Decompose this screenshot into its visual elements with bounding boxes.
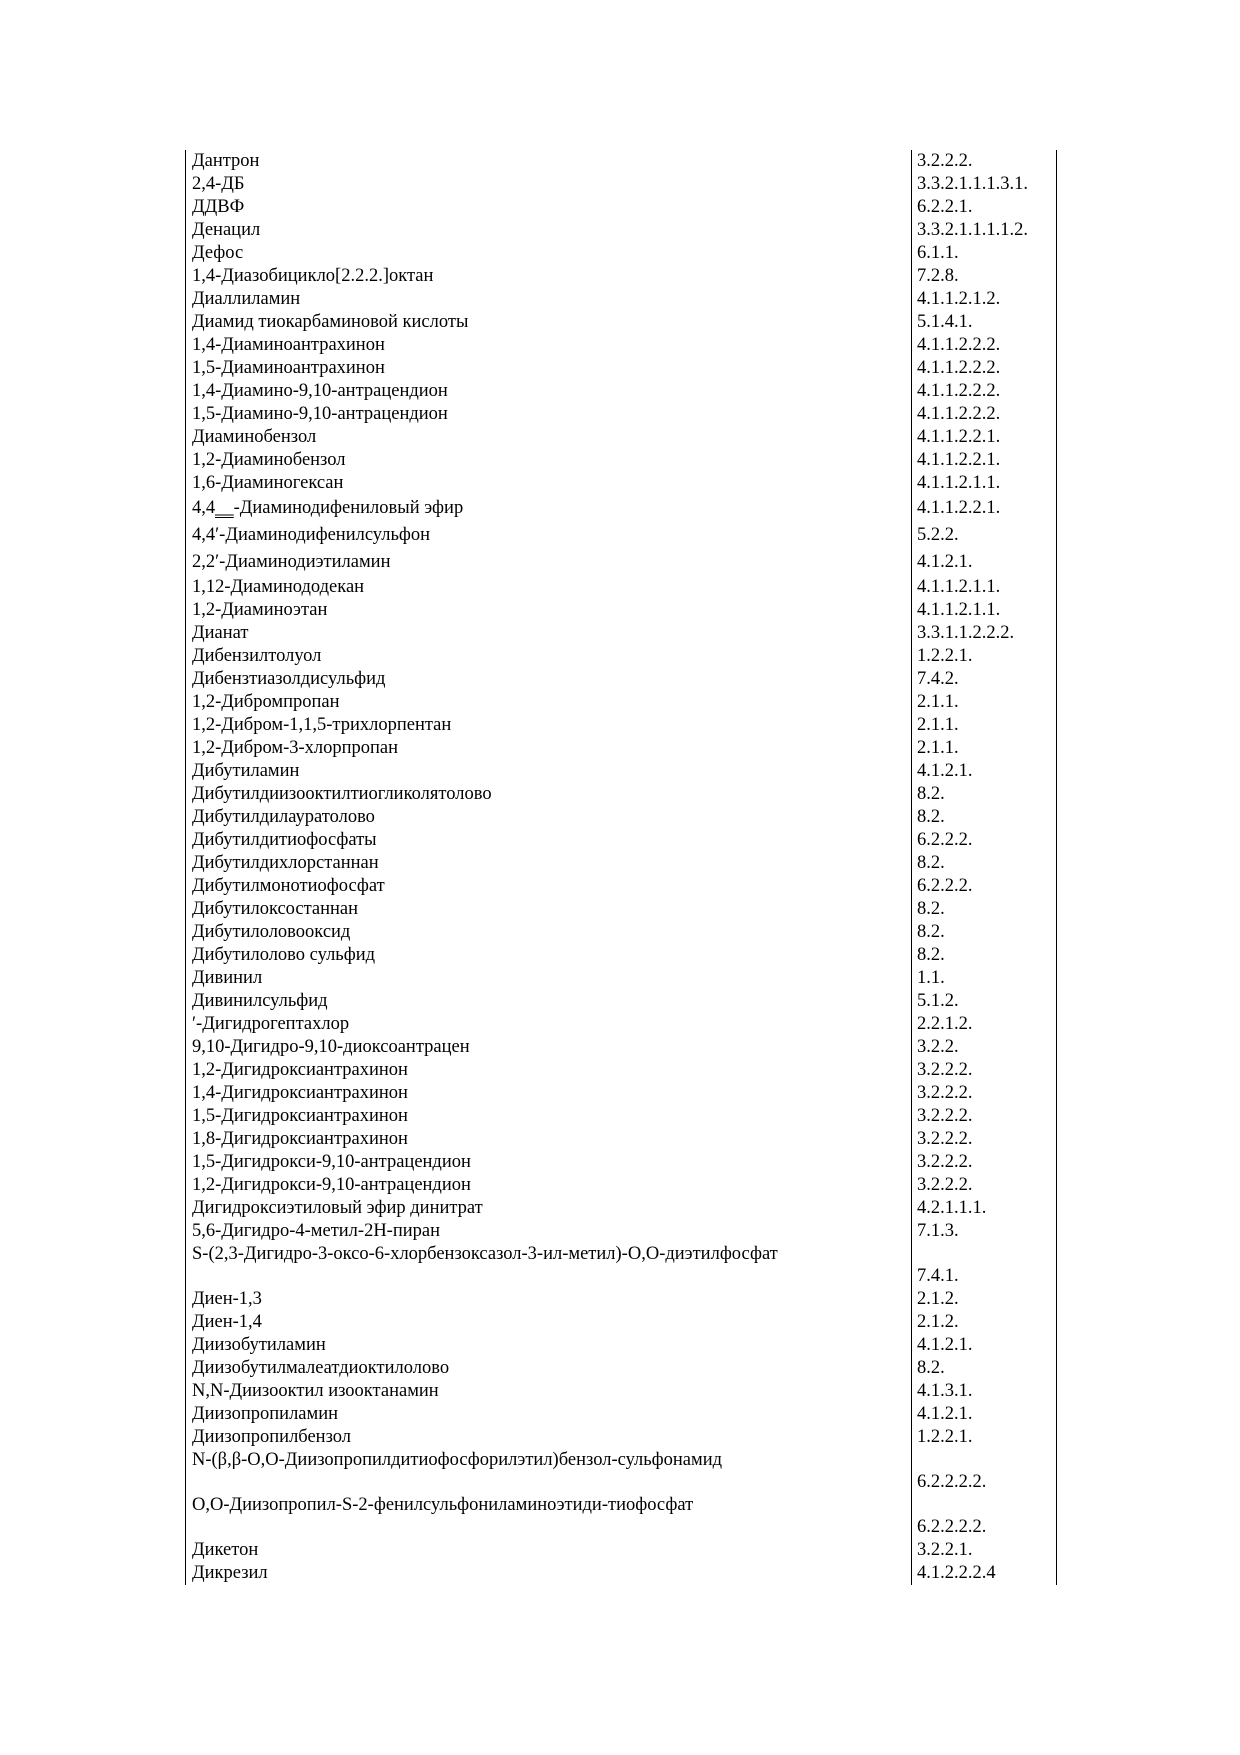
table-row: [185, 1243, 1057, 1288]
section-code: 4.1.1.2.1.1.: [912, 576, 1057, 599]
table-row: [185, 549, 1057, 576]
substance-name: 1,4-Дигидроксиантрахинон: [185, 1082, 912, 1105]
table-row: [185, 1539, 1057, 1562]
substance-name: 1,12-Диаминододекан: [185, 576, 912, 599]
table-row: [185, 599, 1057, 622]
substance-name: S-(2,3-Дигидро-3-оксо-6-хлорбензоксазол-3-ил-метил)-O,O-диэтилфосфат: [185, 1243, 912, 1288]
section-code: 2.1.2.: [912, 1311, 1057, 1334]
table-row: [185, 1151, 1057, 1174]
table-row: [185, 576, 1057, 599]
substance-name: 1,5-Дигидроксиантрахинон: [185, 1105, 912, 1128]
table-row: [185, 495, 1057, 522]
table-row: [185, 522, 1057, 549]
table-row: [185, 875, 1057, 898]
section-code: 8.2.: [912, 921, 1057, 944]
substance-name: Дибутилдитиофосфаты: [185, 829, 912, 852]
substance-name: Диизопропиламин: [185, 1403, 912, 1426]
substance-name: Дибутилоксостаннан: [185, 898, 912, 921]
substance-name: Дибутилоловооксид: [185, 921, 912, 944]
table-row: [185, 760, 1057, 783]
substance-name: 1,6-Диаминогексан: [185, 472, 912, 495]
substance-name: Диамид тиокарбаминовой кислоты: [185, 311, 912, 334]
section-code: 3.2.2.2.: [912, 1151, 1057, 1174]
substance-name: Дибутилдихлорстаннан: [185, 852, 912, 875]
section-code: 3.2.2.: [912, 1036, 1057, 1059]
substance-name: Дивинил: [185, 967, 912, 990]
table-row: [185, 1403, 1057, 1426]
table-row: [185, 944, 1057, 967]
table-row: [185, 691, 1057, 714]
substance-name: 4,4‗‗-Диаминодифениловый эфир: [185, 495, 912, 522]
section-code: 1.2.2.1.: [912, 645, 1057, 668]
section-code: 6.2.2.2.2.: [912, 1449, 1057, 1494]
section-code: 4.1.1.2.1.1.: [912, 599, 1057, 622]
substance-name: Дибутилолово сульфид: [185, 944, 912, 967]
section-code: 4.1.1.2.1.1.: [912, 472, 1057, 495]
substance-name: ′-Дигидрогептахлор: [185, 1013, 912, 1036]
table-row: [185, 196, 1057, 219]
table-row: [185, 426, 1057, 449]
section-code: 4.1.2.1.: [912, 1334, 1057, 1357]
table-row: [185, 1220, 1057, 1243]
substance-name: 1,5-Диаминоантрахинон: [185, 357, 912, 380]
substance-name: Диаминобензол: [185, 426, 912, 449]
substance-name: Дантрон: [185, 150, 912, 173]
substance-name: N-(β,β-O,O-Диизопропилдитиофосфорилэтил)бензол-сульфонамид: [185, 1449, 912, 1494]
section-code: 4.1.1.2.1.2.: [912, 288, 1057, 311]
table-row: [185, 1562, 1057, 1585]
substance-name: 1,4-Диазобицикло[2.2.2.]октан: [185, 265, 912, 288]
table-row: [185, 1311, 1057, 1334]
substance-name: Диизобутиламин: [185, 1334, 912, 1357]
section-code: 2.2.1.2.: [912, 1013, 1057, 1036]
table-row: [185, 645, 1057, 668]
substance-name: 1,2-Диаминоэтан: [185, 599, 912, 622]
table-row: [185, 1082, 1057, 1105]
section-code: 7.4.2.: [912, 668, 1057, 691]
substance-name: Дигидроксиэтиловый эфир динитрат: [185, 1197, 912, 1220]
section-code: 3.3.2.1.1.1.3.1.: [912, 173, 1057, 196]
substance-name: 1,2-Дигидроксиантрахинон: [185, 1059, 912, 1082]
section-code: 8.2.: [912, 898, 1057, 921]
table-row: [185, 1036, 1057, 1059]
table-row: [185, 380, 1057, 403]
section-code: 6.2.2.2.: [912, 875, 1057, 898]
table-row: [185, 242, 1057, 265]
substance-name: 1,5-Дигидрокси-9,10-антрацендион: [185, 1151, 912, 1174]
table-row: [185, 1197, 1057, 1220]
section-code: 2.1.1.: [912, 737, 1057, 760]
table-row: [185, 1334, 1057, 1357]
substance-name: Дикетон: [185, 1539, 912, 1562]
substance-name: 1,8-Дигидроксиантрахинон: [185, 1128, 912, 1151]
substance-name: 1,4-Диаминоантрахинон: [185, 334, 912, 357]
table-row: [185, 1174, 1057, 1197]
table-row: [185, 967, 1057, 990]
table-row: [185, 219, 1057, 242]
section-code: 6.1.1.: [912, 242, 1057, 265]
section-code: 4.1.1.2.2.1.: [912, 495, 1057, 522]
section-code: 8.2.: [912, 944, 1057, 967]
section-code: 4.1.3.1.: [912, 1380, 1057, 1403]
substance-name: 1,5-Диамино-9,10-антрацендион: [185, 403, 912, 426]
substance-name: 1,2-Дибром-1,1,5-трихлорпентан: [185, 714, 912, 737]
substance-name: 5,6-Дигидро-4-метил-2H-пиран: [185, 1220, 912, 1243]
section-code: 6.2.2.1.: [912, 196, 1057, 219]
section-code: 8.2.: [912, 783, 1057, 806]
section-code: 4.1.2.1.: [912, 549, 1057, 576]
section-code: 3.2.2.2.: [912, 1105, 1057, 1128]
substance-name: Дикрезил: [185, 1562, 912, 1585]
section-code: 6.2.2.2.2.: [912, 1494, 1057, 1539]
substance-name: 1,2-Дибромпропан: [185, 691, 912, 714]
substance-name: 1,2-Дибром-3-хлорпропан: [185, 737, 912, 760]
substance-name: 1,2-Диаминобензол: [185, 449, 912, 472]
section-code: 4.2.1.1.1.: [912, 1197, 1057, 1220]
substance-name: ДДВФ: [185, 196, 912, 219]
substance-name: Дибутиламин: [185, 760, 912, 783]
table-row: [185, 921, 1057, 944]
substance-name: Дибутилдиизооктилтиогликолятолово: [185, 783, 912, 806]
section-code: 1.1.: [912, 967, 1057, 990]
substance-name: Диизобутилмалеатдиоктилолово: [185, 1357, 912, 1380]
substance-name: Дибензилтолуол: [185, 645, 912, 668]
substance-name: Диаллиламин: [185, 288, 912, 311]
section-code: 4.1.1.2.2.1.: [912, 426, 1057, 449]
section-code: 2.1.2.: [912, 1288, 1057, 1311]
table-row: [185, 852, 1057, 875]
substance-name: Дефос: [185, 242, 912, 265]
table-row: [185, 449, 1057, 472]
table-row: [185, 622, 1057, 645]
section-code: 3.2.2.2.: [912, 1059, 1057, 1082]
section-code: 4.1.2.2.2.4: [912, 1562, 1057, 1585]
section-code: 4.1.2.1.: [912, 760, 1057, 783]
section-code: 3.2.2.2.: [912, 1128, 1057, 1151]
substance-name: 2,4-ДБ: [185, 173, 912, 196]
table-row: [185, 265, 1057, 288]
section-code: 5.2.2.: [912, 522, 1057, 549]
table-row: [185, 1059, 1057, 1082]
substance-name: Диен-1,3: [185, 1288, 912, 1311]
table-row: [185, 714, 1057, 737]
substance-name: Диен-1,4: [185, 1311, 912, 1334]
table-row: [185, 1426, 1057, 1449]
section-code: 4.1.1.2.2.2.: [912, 380, 1057, 403]
section-code: 2.1.1.: [912, 714, 1057, 737]
table-row: [185, 1494, 1057, 1539]
substance-name: Дибутилмонотиофосфат: [185, 875, 912, 898]
table-row: [185, 311, 1057, 334]
substance-name: 1,2-Дигидрокси-9,10-антрацендион: [185, 1174, 912, 1197]
table-row: [185, 1449, 1057, 1494]
section-code: 3.2.2.2.: [912, 150, 1057, 173]
substance-name: Денацил: [185, 219, 912, 242]
section-code: 4.1.1.2.2.2.: [912, 357, 1057, 380]
substance-name: Дибутилдилауратолово: [185, 806, 912, 829]
table-row: [185, 173, 1057, 196]
table-row: [185, 357, 1057, 380]
section-code: 3.3.1.1.2.2.2.: [912, 622, 1057, 645]
section-code: 7.2.8.: [912, 265, 1057, 288]
substance-name: Дианат: [185, 622, 912, 645]
table-row: [185, 737, 1057, 760]
table-row: [185, 1380, 1057, 1403]
section-code: 4.1.1.2.2.2.: [912, 334, 1057, 357]
section-code: 6.2.2.2.: [912, 829, 1057, 852]
section-code: 4.1.1.2.2.1.: [912, 449, 1057, 472]
section-code: 5.1.4.1.: [912, 311, 1057, 334]
table-row: [185, 334, 1057, 357]
table-row: [185, 990, 1057, 1013]
section-code: 7.1.3.: [912, 1220, 1057, 1243]
index-table: [185, 150, 1057, 1585]
substance-name: 2,2′-Диаминодиэтиламин: [185, 549, 912, 576]
substance-name: N,N-Диизооктил изооктанамин: [185, 1380, 912, 1403]
table-row: [185, 783, 1057, 806]
table-row: [185, 150, 1057, 173]
section-code: 7.4.1.: [912, 1243, 1057, 1288]
table-row: [185, 1288, 1057, 1311]
table-row: [185, 806, 1057, 829]
section-code: 4.1.2.1.: [912, 1403, 1057, 1426]
table-row: [185, 1128, 1057, 1151]
section-code: 1.2.2.1.: [912, 1426, 1057, 1449]
table-row: [185, 829, 1057, 852]
section-code: 8.2.: [912, 852, 1057, 875]
table-row: [185, 403, 1057, 426]
table-row: [185, 1357, 1057, 1380]
section-code: 3.3.2.1.1.1.1.2.: [912, 219, 1057, 242]
table-row: [185, 898, 1057, 921]
section-code: 8.2.: [912, 1357, 1057, 1380]
section-code: 2.1.1.: [912, 691, 1057, 714]
section-code: 8.2.: [912, 806, 1057, 829]
substance-name: 1,4-Диамино-9,10-антрацендион: [185, 380, 912, 403]
table-row: [185, 288, 1057, 311]
substance-name: 9,10-Дигидро-9,10-диоксоантрацен: [185, 1036, 912, 1059]
table-row: [185, 1013, 1057, 1036]
table-row: [185, 472, 1057, 495]
section-code: 4.1.1.2.2.2.: [912, 403, 1057, 426]
substance-name: Диизопропилбензол: [185, 1426, 912, 1449]
section-code: 3.2.2.2.: [912, 1082, 1057, 1105]
section-code: 3.2.2.1.: [912, 1539, 1057, 1562]
substance-name: Дибензтиазолдисульфид: [185, 668, 912, 691]
substance-name: Дивинилсульфид: [185, 990, 912, 1013]
substance-name: O,O-Диизопропил-S-2-фенилсульфониламиноэтиди-тиофосфат: [185, 1494, 912, 1539]
section-code: 5.1.2.: [912, 990, 1057, 1013]
substance-name: 4,4′-Диаминодифенилсульфон: [185, 522, 912, 549]
table-row: [185, 1105, 1057, 1128]
table-row: [185, 668, 1057, 691]
section-code: 3.2.2.2.: [912, 1174, 1057, 1197]
